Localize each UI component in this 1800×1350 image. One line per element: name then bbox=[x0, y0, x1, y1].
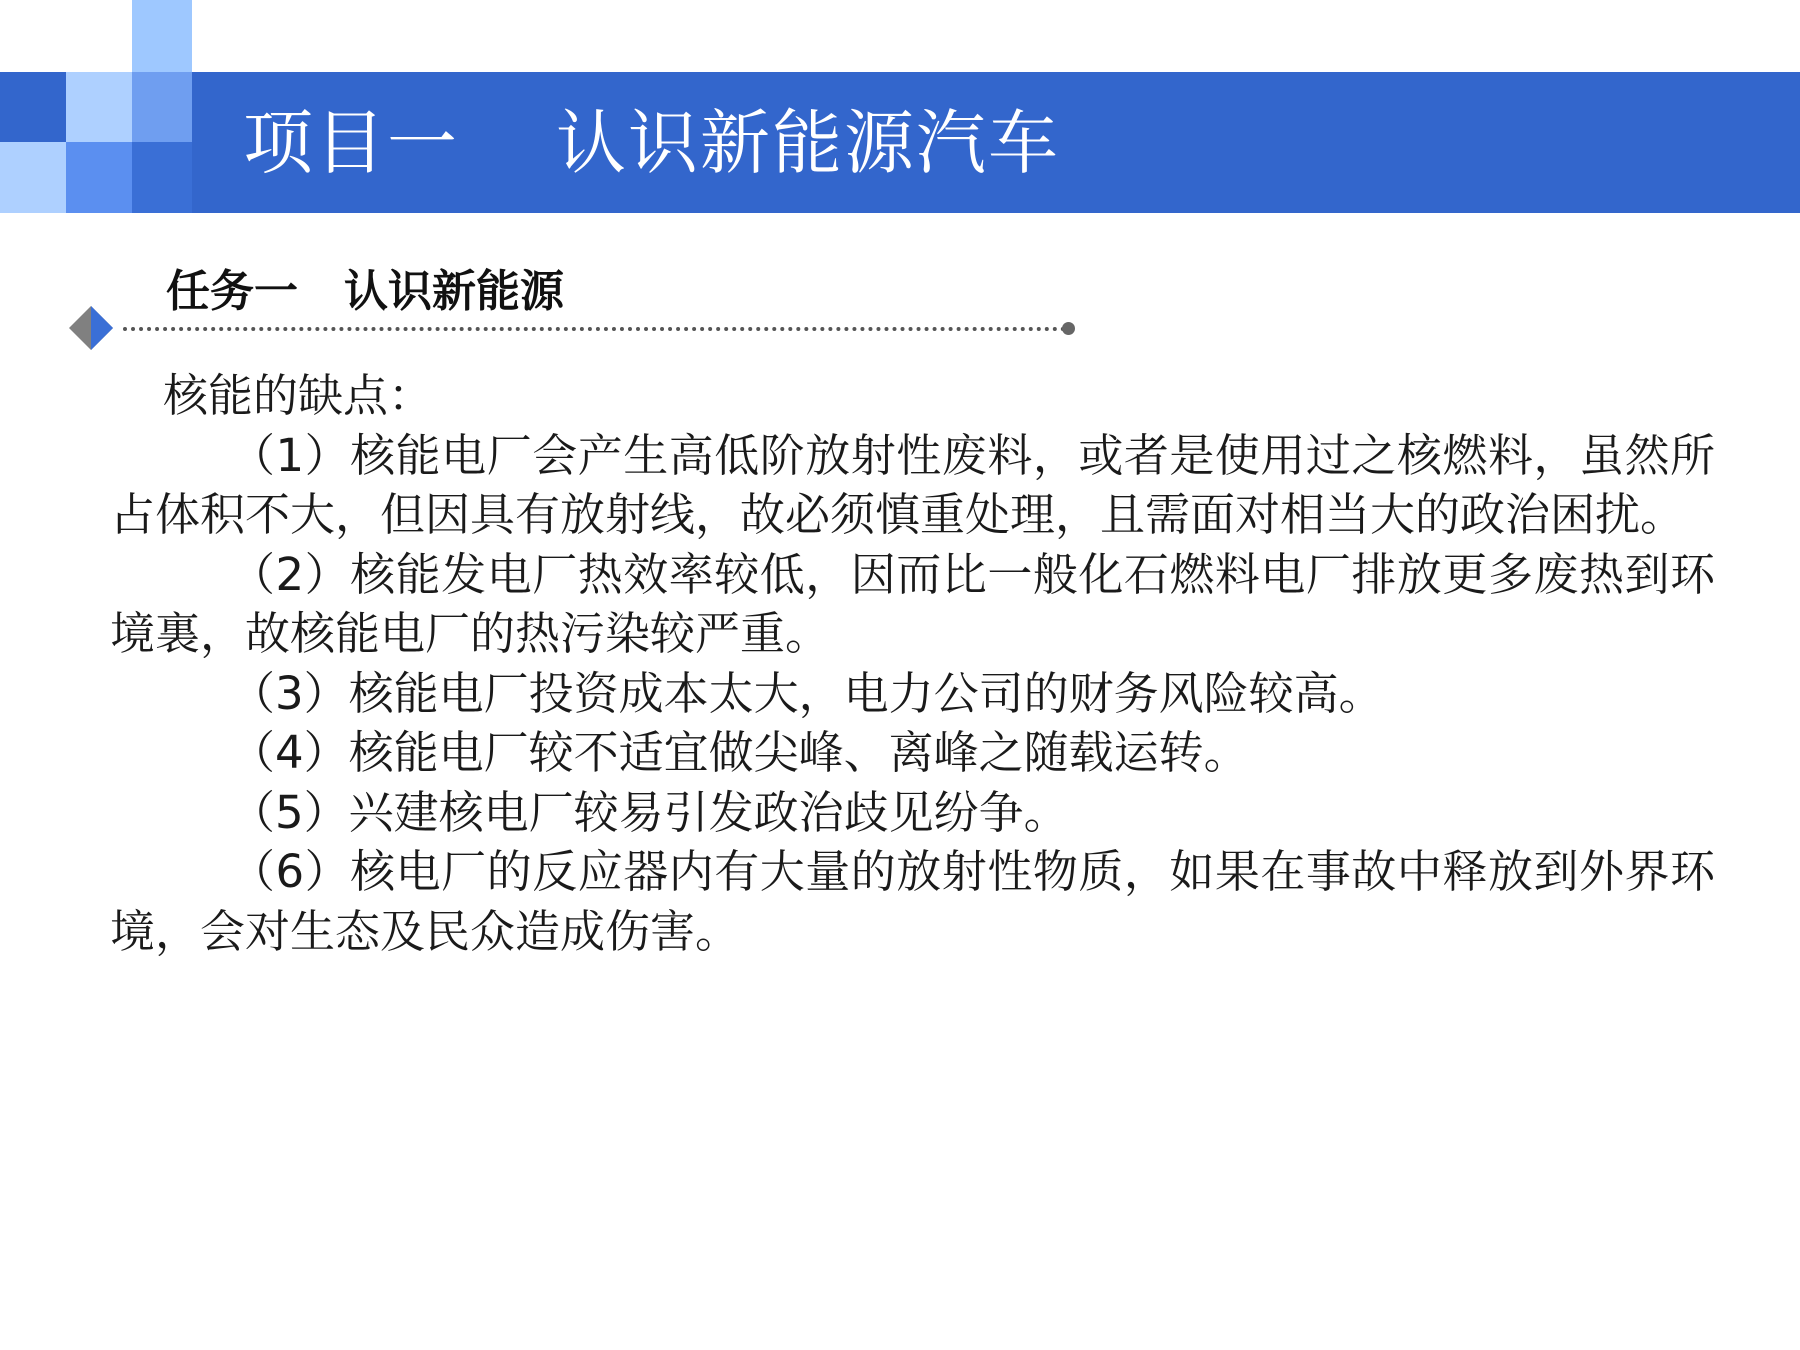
diamond-bullet-icon bbox=[69, 306, 113, 350]
dotted-divider bbox=[123, 327, 1066, 331]
decor-square bbox=[66, 72, 132, 142]
divider-end-dot bbox=[1062, 322, 1075, 335]
content-body bbox=[110, 366, 1715, 961]
list-item: （5）兴建核电厂较易引发政治歧见纷争。 bbox=[230, 785, 1069, 839]
section-title: 任务一 认识新能源 bbox=[166, 266, 564, 317]
page-title: 项目一 认识新能源汽车 bbox=[243, 102, 1061, 184]
list-item: （1）核能电厂会产生高低阶放射性废料，或者是使用过之核燃料，虽然所占体积不大，但因具有放射线，故必须慎重处理，且需面对相当大的政治困扰。 bbox=[110, 428, 1715, 541]
decor-square bbox=[0, 142, 66, 213]
decor-square bbox=[132, 142, 192, 213]
list-item: （3）核能电厂投资成本太大，电力公司的财务风险较高。 bbox=[230, 666, 1384, 720]
content-heading: 核能的缺点： bbox=[163, 369, 434, 422]
decor-square bbox=[66, 142, 132, 213]
list-item: （4）核能电厂较不适宜做尖峰、离峰之随载运转。 bbox=[230, 726, 1249, 779]
list-item: （6）核电厂的反应器内有大量的放射性物质，如果在事故中释放到外界环境，会对生态及民众造成伤害。 bbox=[110, 845, 1715, 958]
decor-square bbox=[132, 0, 192, 72]
list-item: （2）核能发电厂热效率较低，因而比一般化石燃料电厂排放更多废热到环境裏，故核能电厂的热污染较严重。 bbox=[110, 547, 1715, 660]
decor-square bbox=[132, 72, 192, 142]
